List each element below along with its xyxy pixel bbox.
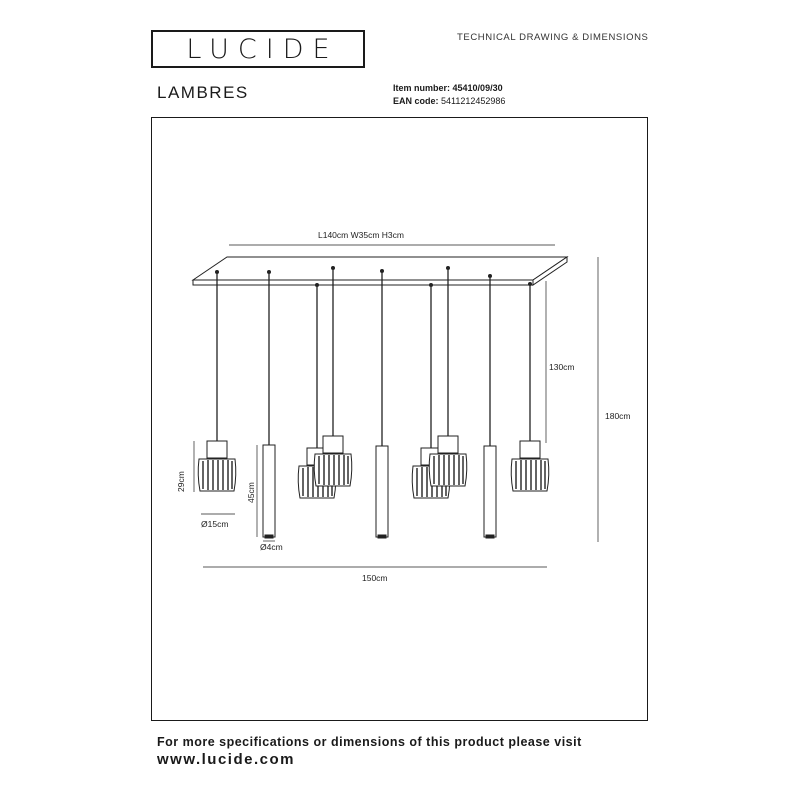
brand-logo-text: LUCIDE: [186, 33, 339, 65]
shade-diameter-label: Ø15cm: [201, 519, 229, 529]
footer-url[interactable]: www.lucide.com: [157, 751, 295, 768]
product-name: LAMBRES: [157, 83, 249, 102]
total-height-label: 180cm: [605, 411, 631, 421]
footer-text: For more specifications or dimensions of this product please visit: [157, 735, 582, 749]
overall-width-label: 150cm: [362, 573, 388, 583]
shade-height-label: 29cm: [176, 471, 186, 492]
document-type: TECHNICAL DRAWING & DIMENSIONS: [457, 32, 649, 43]
item-number-value: 45410/09/30: [452, 83, 503, 93]
canopy-dimensions: L140cm W35cm H3cm: [318, 230, 404, 240]
item-number-label: Item number:: [393, 83, 451, 93]
cable-length-label: 130cm: [549, 362, 575, 372]
dimension-lines: [194, 245, 598, 567]
ean-value: 5411212452986: [441, 96, 506, 106]
ean-label: EAN code:: [393, 96, 439, 106]
tube-height-label: 45cm: [246, 482, 256, 503]
suspension-cables: [217, 270, 530, 448]
tube-diameter-label: Ø4cm: [260, 542, 283, 552]
canopy: [193, 257, 567, 287]
